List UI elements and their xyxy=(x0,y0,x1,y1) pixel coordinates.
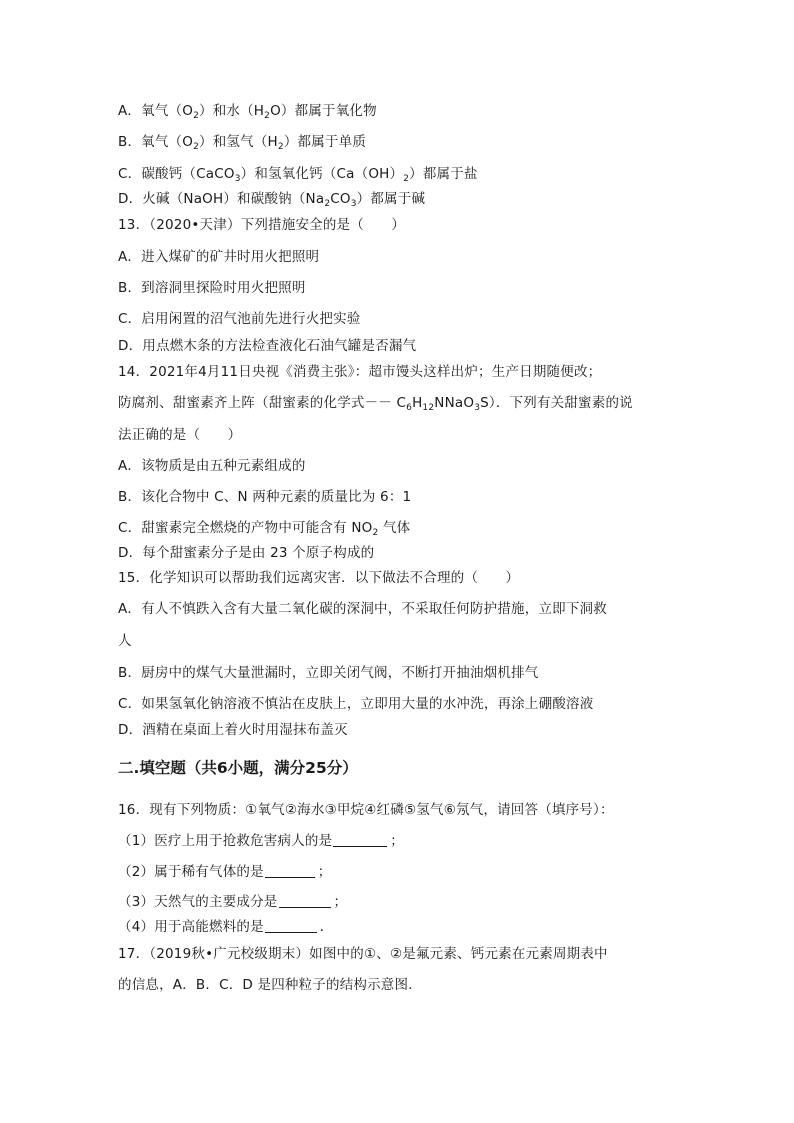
answer-blank[interactable] xyxy=(333,832,387,847)
q12-option-b: B．氧气$(O_2)$和氢气$(H_2)$都属于单质 xyxy=(118,134,367,152)
answer-blank[interactable] xyxy=(279,893,331,908)
q14-option-b: B．该化合物中 C、N 两种元素的质量比为 6：1 xyxy=(118,489,412,505)
q16-part-4: （4）用于高能燃料的是 ． xyxy=(118,919,334,935)
q16-part-2: （2）属于稀有气体的是 ； xyxy=(118,864,332,880)
q16-stem: 16．现有下列物质：①氧气②海水③甲烷④红磷⑤氢气⑥氖气，请回答（填序号）： xyxy=(118,802,614,818)
q14-stem-line-1: 14．2021年4月11日央视《消费主张》：超市馒头这样出炉；生产日期随便改； xyxy=(118,364,602,380)
q15-stem: 15．化学知识可以帮助我们远离灾害．以下做法不合理的（ ） xyxy=(118,570,520,586)
q17-stem-line-1: 17．（2019秋•广元校级期末）如图中的①、②是氟元素、钙元素在元素周期表中 xyxy=(118,946,608,962)
section-2-heading: 二.填空题（共6小题，满分25分） xyxy=(118,759,358,777)
q12-option-c: C．碳酸钙（CaCO$_3$）和氢氧化钙$(Ca(OH)_2)$都属于盐 xyxy=(118,166,478,184)
q12-option-a: A．氧气$(O_2)$和水$(H_2O)$都属于氧化物 xyxy=(118,103,377,121)
q14-option-d: D．每个甜蜜素分子是由 23 个原子构成的 xyxy=(118,545,375,561)
q16-part-1: （1）医疗上用于抢救危害病人的是 ； xyxy=(118,833,404,849)
q14-option-c: C．甜蜜素完全燃烧的产物中可能含有 $NO_2$ 气体 xyxy=(118,520,411,538)
q15-option-c: C．如果氢氧化钠溶液不慎沾在皮肤上，立即用大量的水冲洗，再涂上硼酸溶液 xyxy=(118,696,594,712)
q15-option-d: D．酒精在桌面上着火时用湿抹布盖灭 xyxy=(118,722,348,738)
q15-option-a-line-2: 人 xyxy=(118,633,132,649)
q13-stem: 13．（2020•天津）下列措施安全的是（ ） xyxy=(118,217,406,233)
q14-stem-line-2: 防腐剂、甜蜜素齐上阵（甜蜜素的化学式－－ $C_6H_{12}NNaO_3S$）．下列有关甜蜜素的说 xyxy=(118,395,633,413)
q14-option-a: A．该物质是由五种元素组成的 xyxy=(118,458,306,474)
q16-part-3: （3）天然气的主要成分是 ； xyxy=(118,894,348,910)
q15-option-a-line-1: A．有人不慎跌入含有大量二氧化碳的深洞中，不采取任何防护措施，立即下洞救 xyxy=(118,601,607,617)
answer-blank[interactable] xyxy=(265,863,315,878)
answer-blank[interactable] xyxy=(265,918,317,933)
q13-option-d: D．用点燃木条的方法检查液化石油气罐是否漏气 xyxy=(118,338,417,354)
q13-option-c: C．启用闲置的沼气池前先进行火把实验 xyxy=(118,311,361,327)
q15-option-b: B．厨房中的煤气大量泄漏时，立即关闭气阀，不断打开抽油烟机排气 xyxy=(118,665,539,681)
q12-option-d: D．火碱（NaOH）和碳酸钠$(Na_2CO_3)$都属于碱 xyxy=(118,191,426,209)
q14-stem-line-3: 法正确的是（ ） xyxy=(118,427,242,443)
q17-stem-line-2: 的信息，A．B．C．D 是四种粒子的结构示意图． xyxy=(118,977,422,993)
q13-option-a: A．进入煤矿的矿井时用火把照明 xyxy=(118,249,320,265)
q13-option-b: B．到溶洞里探险时用火把照明 xyxy=(118,280,306,296)
